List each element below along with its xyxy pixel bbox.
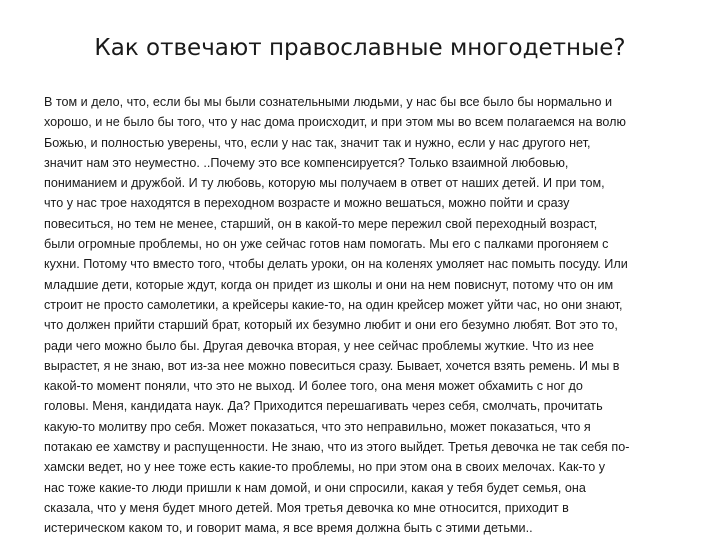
body-line: ради чего можно было бы. Другая девочка вторая, у нее сейчас проблемы жуткие. Что из нее bbox=[44, 338, 594, 353]
body-line: потакаю ее хамству и распущенности. Не знаю, что из этого выйдет. Третья девочка не так себя по- bbox=[44, 440, 630, 455]
body-line: что должен прийти старший брат, который их безумно любит и они его безумно любят. Вот это то, bbox=[44, 318, 618, 333]
body-line: какой-то момент поняли, что это не выход. И более того, она меня может обхамить с ног до bbox=[44, 379, 583, 394]
body-line: строит не просто самолетики, а крейсеры какие-то, на один крейсер может уйти час, но они знают, bbox=[44, 297, 623, 312]
body-line: В том и дело, что, если бы мы были сознательными людьми, у нас бы все было бы нормально и bbox=[44, 95, 613, 109]
body-line: хорошо, и не было бы того, что у нас дома происходит, и при этом мы во всем полагаемся на волю bbox=[44, 115, 626, 130]
body-line: сказала, что у меня будет много детей. Моя третья девочка ко мне относится, приходит в bbox=[44, 500, 569, 515]
body-line: кухни. Потому что вместо того, чтобы делать уроки, он на коленях умоляет нас помыть посуду. Или bbox=[44, 257, 628, 272]
body-line: повеситься, но тем не менее, старший, он в какой-то мере пережил свой переходный возраст, bbox=[44, 216, 598, 231]
body-line: вырастет, я не знаю, вот из-за нее можно повеситься сразу. Бывает, хочется взять ремень. И мы в bbox=[44, 358, 620, 373]
body-line: значит нам это неуместно. ..Почему это все компенсируется? Только взаимной любовью, bbox=[44, 155, 569, 170]
body-line: нас тоже какие-то люди пришли к нам домой, и они спросили, какая у тебя будет семья, она bbox=[44, 480, 586, 495]
slide-title: Как отвечают православные многодетные? bbox=[94, 35, 626, 61]
body-line: Божью, и полностью уверены, что, если у нас так, значит так и нужно, если у нас другого нет, bbox=[44, 135, 591, 150]
body-line: головы. Меня, кандидата наук. Да? Приходится перешагивать через себя, смолчать, прочитать bbox=[44, 399, 603, 414]
body-line: что у нас трое находятся в переходном возрасте и можно вешаться, можно пойти и сразу bbox=[44, 196, 570, 211]
body-line: хамски ведет, но у нее тоже есть какие-то проблемы, но при этом она в своих мелочах. Как-то у bbox=[44, 460, 606, 475]
slide-body-text bbox=[44, 92, 684, 539]
body-line: какую-то молитву про себя. Может показаться, что это неправильно, может показаться, что я bbox=[44, 419, 591, 434]
body-line: пониманием и дружбой. И ту любовь, которую мы получаем в ответ от наших детей. И при том, bbox=[44, 176, 605, 191]
body-line: были огромные проблемы, но он уже сейчас готов нам помогать. Мы его с палками прогоняем с bbox=[44, 237, 609, 252]
body-line: младшие дети, которые ждут, когда он придет из школы и они на нем повиснут, потому что он им bbox=[44, 277, 614, 292]
body-line: истерическом каком то, и говорит мама, я все время должна быть с этими детьми.. bbox=[44, 521, 533, 536]
